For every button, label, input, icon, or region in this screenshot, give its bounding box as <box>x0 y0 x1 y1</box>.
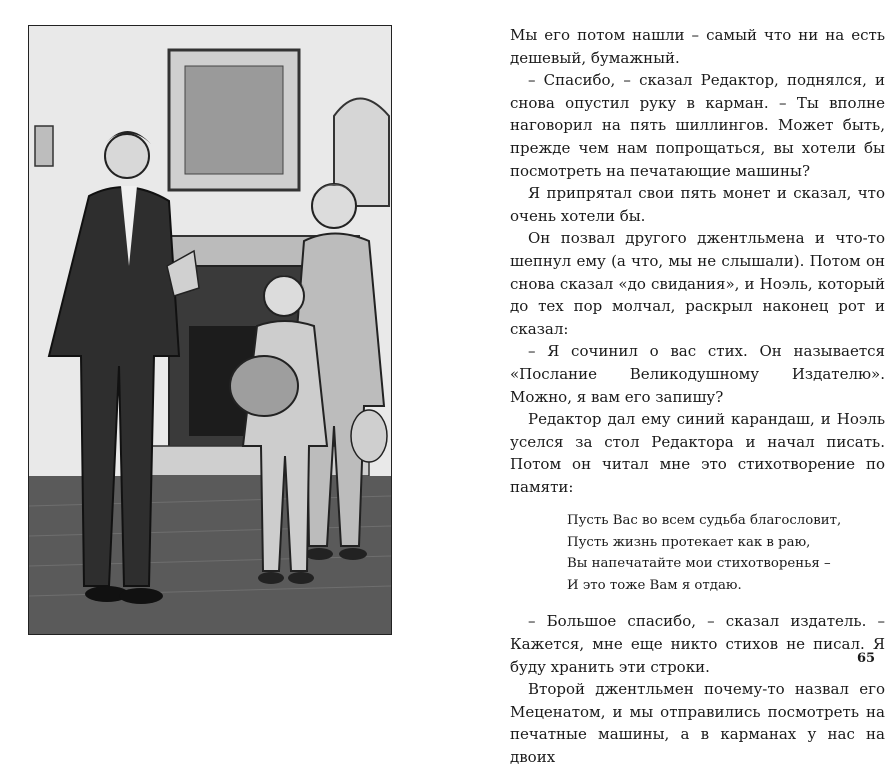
poem-line: И это тоже Вам я отдаю. <box>567 577 742 593</box>
paragraph: Мы его потом нашли – самый что ни на есть дешевый, бумажный. <box>510 26 885 67</box>
page-number: 65 <box>857 651 876 666</box>
paragraph: Второй джентльмен почему-то назвал его Меценатом, и мы отправились посмотреть на печатные машины, а в карманах у нас на двоих <box>510 680 885 767</box>
poem <box>567 510 885 596</box>
paragraph: Я припрятал свои пять монет и сказал, что очень хотели бы. <box>510 184 885 225</box>
paragraph: Редактор дал ему синий карандаш, и Ноэль уселся за стол Редактора и начал писать. Потом он читал мне это стихотворение по памяти: <box>510 410 885 496</box>
wall-lamp <box>35 126 53 166</box>
right-page-text <box>510 24 885 769</box>
poem-line: Вы напечатайте мои стихотворенья – <box>567 556 831 572</box>
paragraph: Он позвал другого джентльмена и что-то шепнул ему (а что, мы не слышали). Потом он снова сказал «до свидания», и Ноэль, который до тех пор молчал, раскрыл наконец рот и сказал: <box>510 229 885 338</box>
poem-line: Пусть Вас во всем судьба благословит, <box>567 513 842 529</box>
paragraph: – Большое спасибо, – сказал издатель. – Кажется, мне еще никто стихов не писал. Я буду хранить эти строки. <box>510 612 885 676</box>
engraving-illustration <box>29 26 391 634</box>
paragraph: – Я сочинил о вас стих. Он называется «Послание Великодушному Издателю». Можно, я вам его запишу? <box>510 342 885 406</box>
poem-line: Пусть жизнь протекает как в раю, <box>567 534 811 550</box>
paragraph: – Спасибо, – сказал Редактор, поднялся, и снова опустил руку в карман. – Ты вполне наговорил на пять шиллингов. Может быть, прежде чем нам попрощаться, вы хотели бы посмотреть на печатающие машины? <box>510 71 885 180</box>
wall-picture-inner <box>185 66 283 174</box>
illustration-left-page <box>28 25 392 635</box>
